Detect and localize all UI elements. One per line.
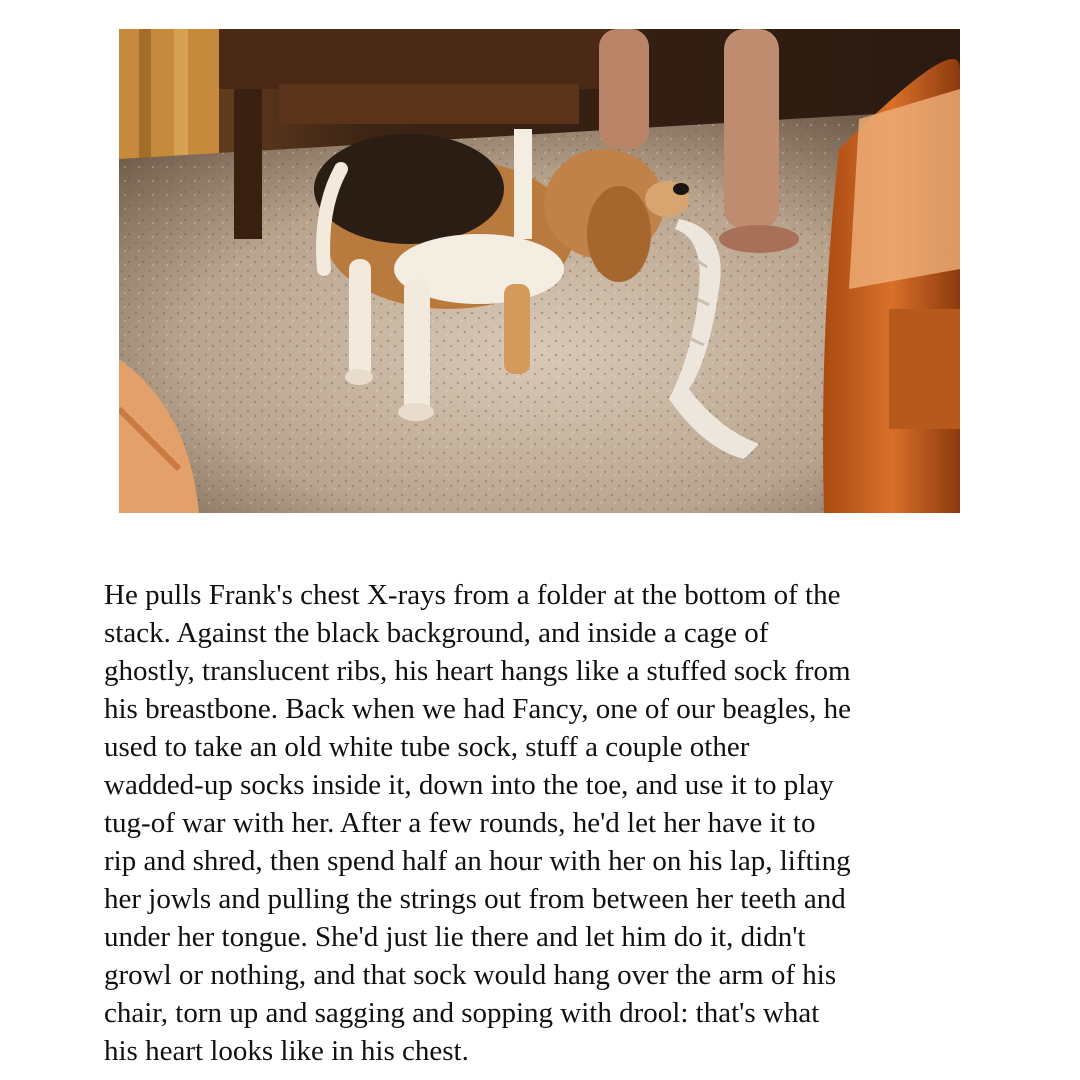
passage-line: ghostly, translucent ribs, his heart hangs like a stuffed sock from: [104, 655, 851, 687]
passage-line: his heart looks like in his chest.: [104, 1035, 469, 1067]
beagle-photo: [119, 29, 960, 513]
passage-line: his breastbone. Back when we had Fancy, one of our beagles, he: [104, 693, 852, 725]
passage-line: chair, torn up and sagging and sopping with drool: that's what: [104, 997, 820, 1029]
passage-line: used to take an old white tube sock, stuff a couple other: [104, 731, 750, 763]
passage-line: tug-of war with her. After a few rounds, he'd let her have it to: [104, 807, 816, 839]
passage-line: rip and shred, then spend half an hour with her on his lap, lifting: [104, 845, 851, 877]
passage-line: He pulls Frank's chest X-rays from a folder at the bottom of the: [104, 579, 841, 611]
passage-line: wadded-up socks inside it, down into the toe, and use it to play: [104, 769, 834, 801]
passage-line: under her tongue. She'd just lie there and let him do it, didn't: [104, 921, 806, 953]
beagle-with-sock-illustration: [119, 29, 960, 513]
passage-line: growl or nothing, and that sock would hang over the arm of his: [104, 959, 837, 991]
passage-line: her jowls and pulling the strings out from between her teeth and: [104, 883, 846, 915]
story-passage: [104, 576, 984, 1070]
passage-line: stack. Against the black background, and inside a cage of: [104, 617, 769, 649]
